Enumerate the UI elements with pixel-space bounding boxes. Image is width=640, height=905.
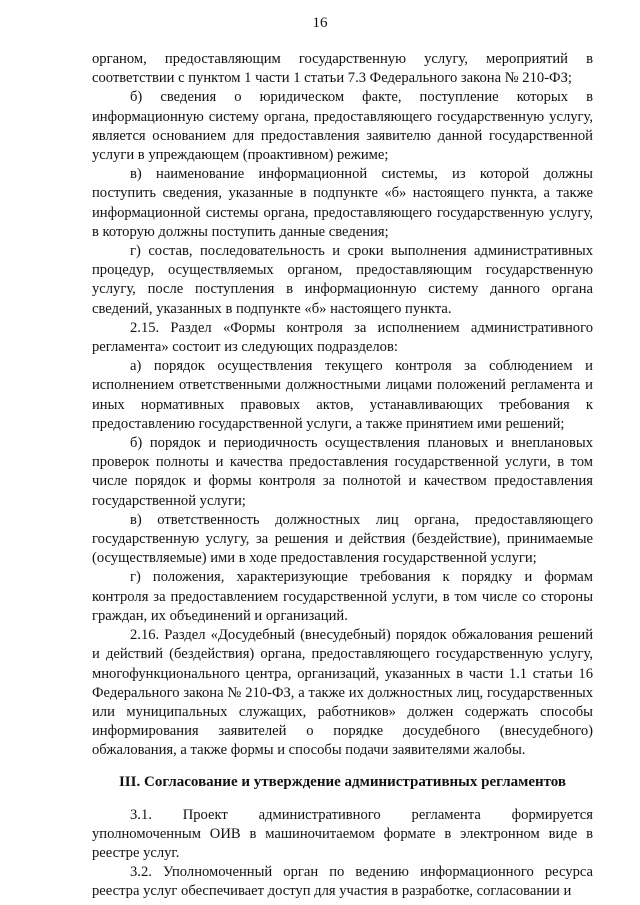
paragraph: 3.1. Проект административного регламента формируется уполномоченным ОИВ в машиночитаемом формате в электронном виде в реестре услуг. [92,806,593,861]
paragraph: органом, предоставляющим государственную услугу, мероприятий в соответствии с пунктом 1 части 1 статьи 7.3 Федерального закона № 210-ФЗ; [92,51,593,87]
paragraph: 3.2. Уполномоченный орган по ведению информационного ресурса реестра услуг обеспечивает доступ для участия в разработке, согласовании и [92,864,593,900]
paragraph: в) наименование информационной системы, из которой должны поступить сведения, указанные в подпункте «б» настоящего пункта, а также информационной системы органа, предоставляющего государственную услугу, в которую должны поступить данные сведения; [92,166,593,240]
section-heading: III. Согласование и утверждение административных регламентов [118,773,567,790]
document-body [92,50,593,902]
paragraph: а) порядок осуществления текущего контроля за соблюдением и исполнением ответственными должностными лицами положений регламента и иных нормативных правовых актов, устанавливающих требования к предоставлению государственной услуги, а также принятием ими решений; [92,358,593,432]
paragraph: в) ответственность должностных лиц органа, предоставляющего государственную услугу, за решения и действия (бездействие), принимаемые (осуществляемые) ими в ходе предоставления государственной услуги; [92,511,593,567]
paragraph: 2.15. Раздел «Формы контроля за исполнением административного регламента» состоит из следующих подразделов: [92,319,593,356]
page-number: 16 [312,15,328,31]
paragraph: 2.16. Раздел «Досудебный (внесудебный) порядок обжалования решений и действий (бездействия) органа, предоставляющего государственную услугу, многофункционального центра, организаций, указанных в части 1.1 статьи 16 Федерального закона № 210-ФЗ, а также их должностных лиц, государственных или муниципальных служащих, работников» должен содержать способы информирования заявителей о порядке досудебного (внесудебного) обжалования, а также формы и способы подачи заявителями жалобы. [92,627,593,759]
paragraph: б) сведения о юридическом факте, поступление которых в информационную систему органа, предоставляющего государственную услугу, является основанием для предоставления заявителю данной государственной услуги в упреждающем (проактивном) режиме; [92,89,593,164]
paragraph: б) порядок и периодичность осуществления плановых и внеплановых проверок полноты и качества предоставления государственной услуги, в том числе порядок и формы контроля за полнотой и качеством предоставления государственной услуги; [92,435,593,509]
paragraph: г) состав, последовательность и сроки выполнения административных процедур, осуществляемых органом, предоставляющим государственную услугу, после поступления в информационную систему данного органа сведений, указанных в подпункте «б» настоящего пункта. [92,243,593,317]
paragraph: г) положения, характеризующие требования к порядку и формам контроля за предоставлением государственной услуги, в том числе со стороны граждан, их объединений и организаций. [92,569,593,624]
